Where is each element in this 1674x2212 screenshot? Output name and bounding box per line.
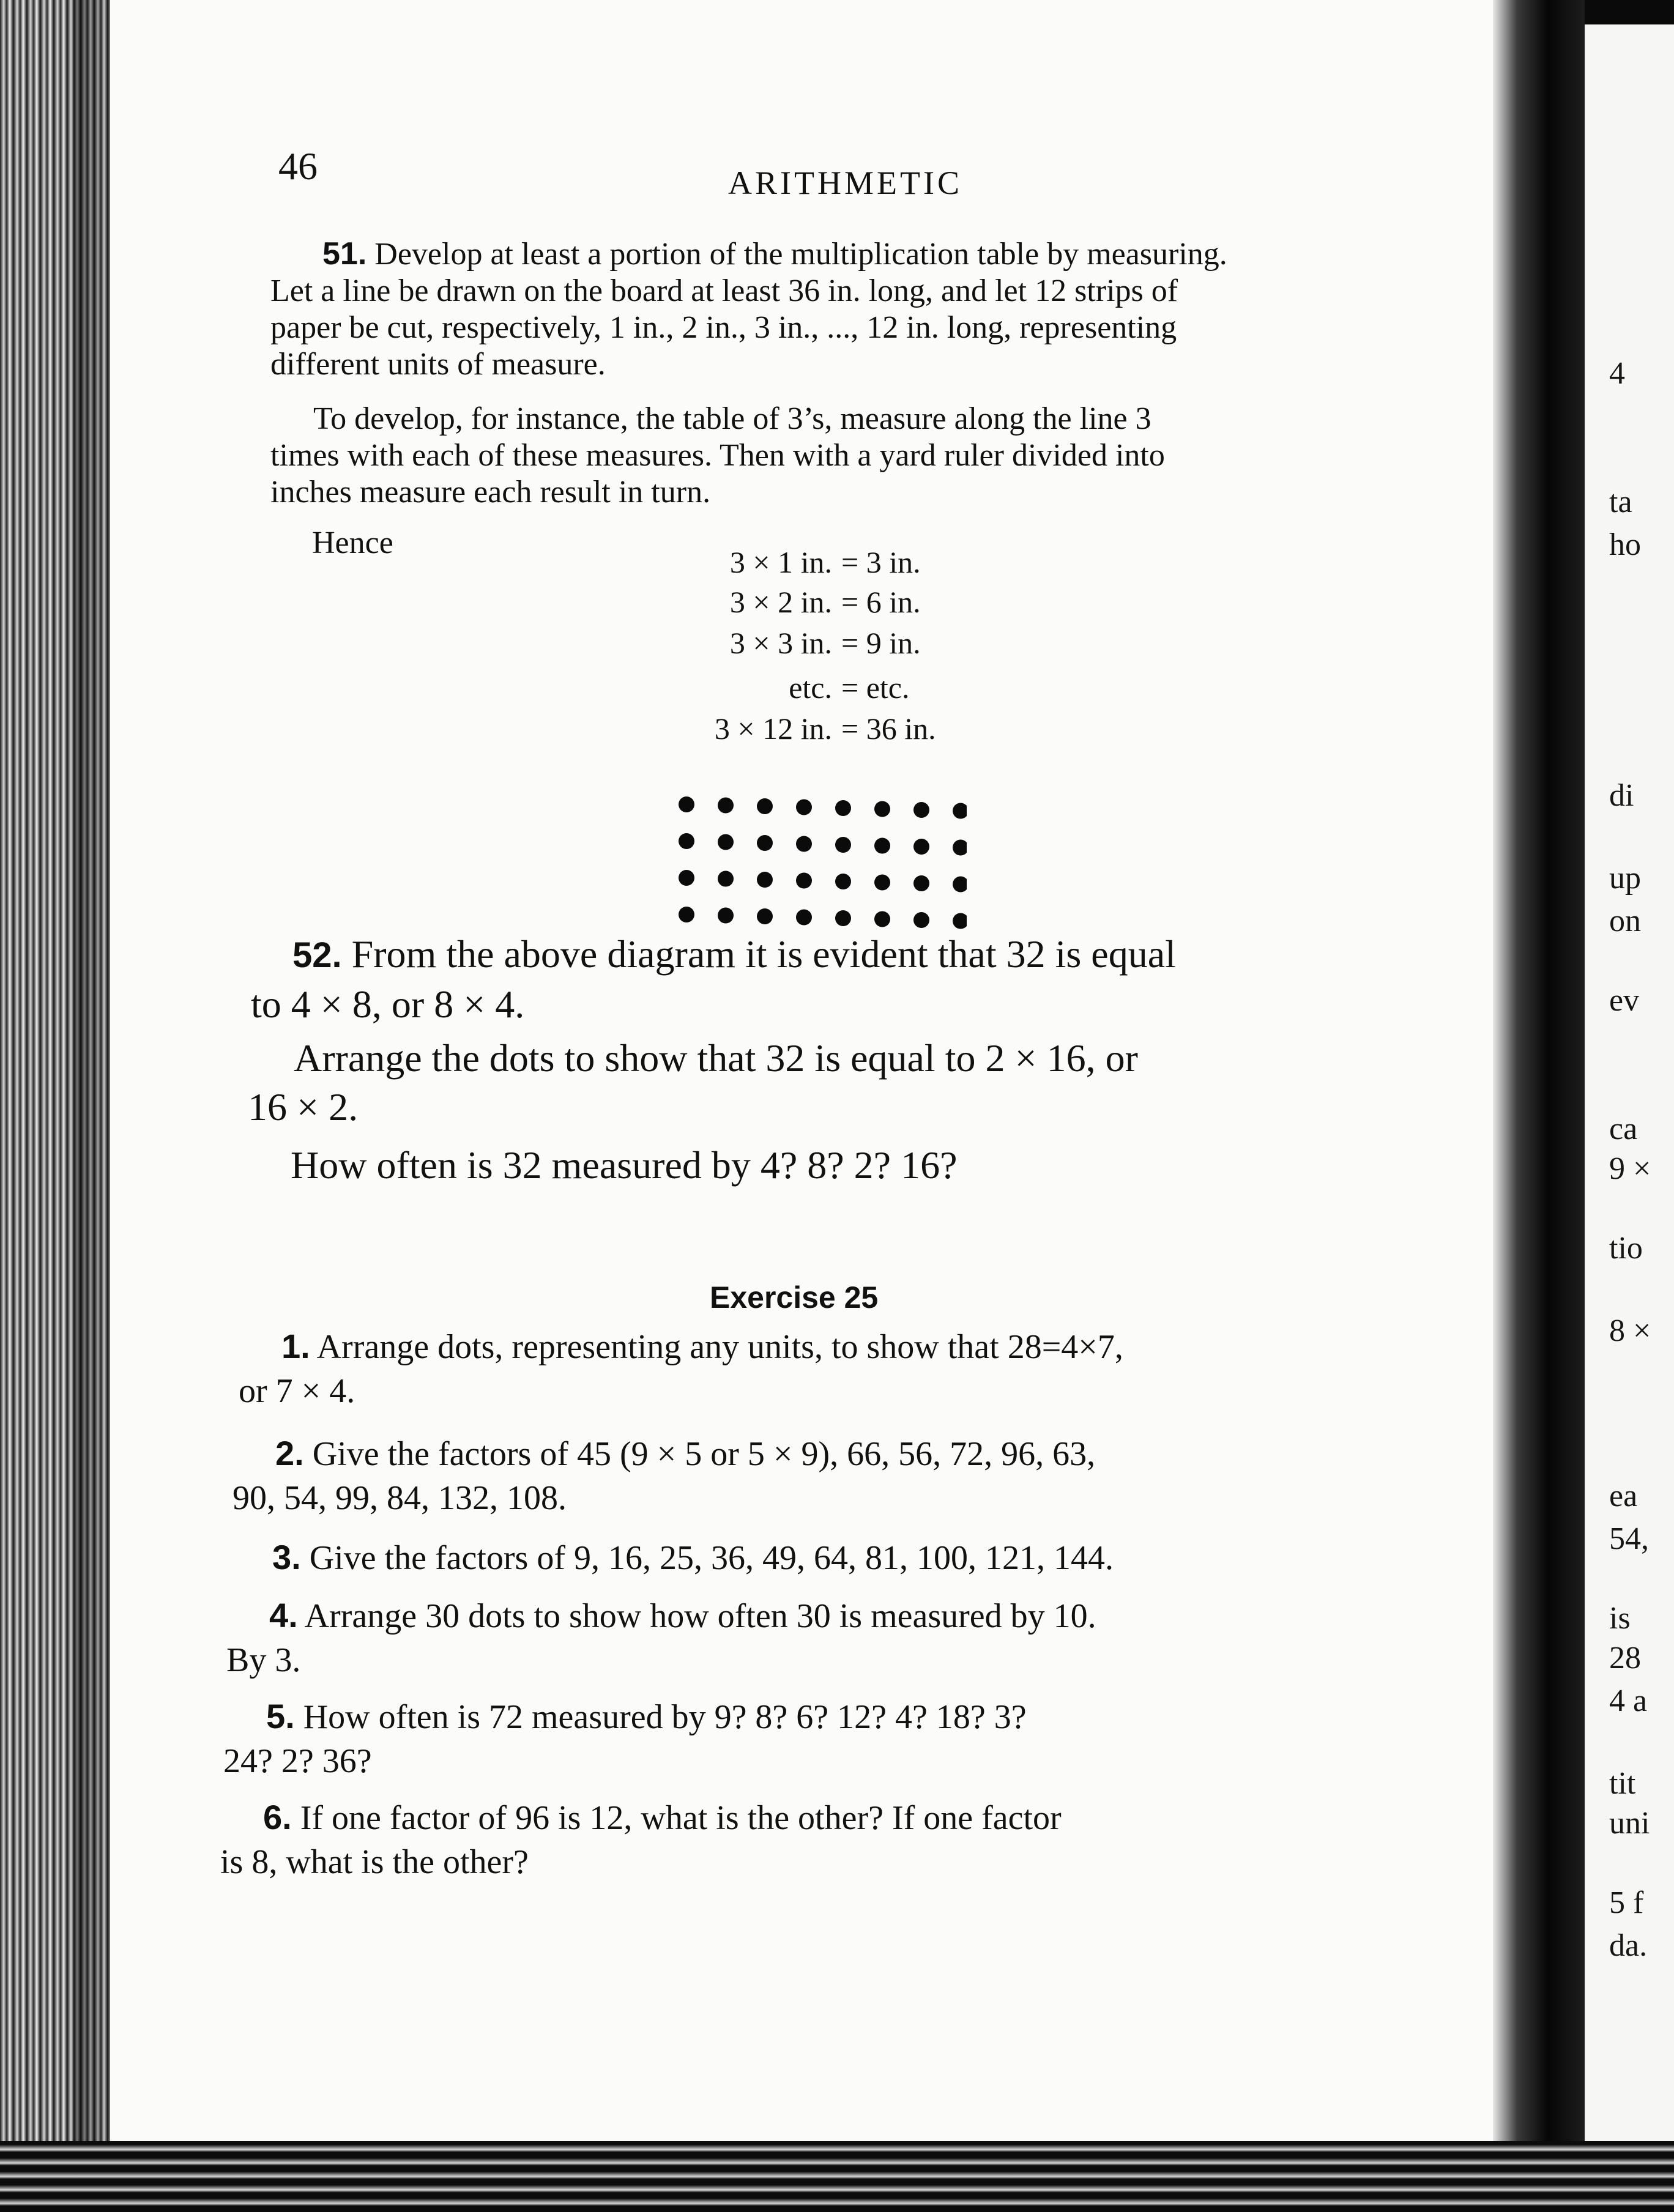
equation-right: = 36 in. [841, 711, 936, 746]
exercise-number: 1. [281, 1327, 310, 1365]
text-line [223, 1694, 1386, 1739]
text-line: or 7 × 4. [239, 1372, 355, 1410]
diagram-dot [953, 803, 967, 819]
facing-page-fragment: tit [1609, 1766, 1636, 1801]
facing-page-fragment: 8 × [1609, 1313, 1651, 1348]
facing-page-fragment: ta [1609, 484, 1632, 519]
exercise-number: 5. [266, 1697, 295, 1735]
text-line: How often is 32 measured by 4? 8? 2? 16? [291, 1143, 958, 1187]
diagram-dot [913, 802, 929, 818]
exercise-item-2 [232, 1431, 1395, 1520]
text-line: paper be cut, respectively, 1 in., 2 in., 3 in., ..., 12 in. long, representing [270, 310, 1177, 345]
page-bottom-edge [0, 2141, 1674, 2212]
equation-right: = etc. [841, 670, 910, 705]
equation-left: 3 × 1 in. [729, 545, 832, 579]
diagram-dot [718, 834, 734, 850]
exercise-item-4 [226, 1594, 1389, 1682]
text-line: Arrange the dots to show that 32 is equal to 2 × 16, or [294, 1036, 1138, 1080]
diagram-dot [757, 908, 773, 924]
diagram-dot [679, 796, 694, 812]
text-line: By 3. [226, 1641, 301, 1679]
text-line: 24? 2? 36? [223, 1742, 372, 1780]
diagram-dot [835, 910, 851, 926]
diagram-dot [953, 877, 967, 893]
equation-left: 3 × 12 in. [714, 711, 832, 746]
hence-label: Hence [312, 525, 393, 560]
text-line [226, 1594, 1389, 1638]
diagram-dot [679, 907, 694, 922]
text-run: Give the factors of 9, 16, 25, 36, 49, 64, 81, 100, 121, 144. [300, 1539, 1114, 1577]
text-run: Develop at least a portion of the multiplication table by measuring. [366, 237, 1227, 272]
text-line: different units of measure. [270, 347, 606, 382]
text-run: Arrange 30 dots to show how often 30 is measured by 10. [297, 1597, 1096, 1635]
text-line: to 4 × 8, or 8 × 4. [251, 982, 525, 1026]
diagram-dot [757, 798, 773, 814]
facing-page-fragment: 5 f [1609, 1885, 1644, 1920]
equation-left: 3 × 2 in. [729, 585, 832, 619]
diagram-dot [796, 873, 812, 889]
exercise-number: 3. [272, 1538, 301, 1576]
diagram-dot [718, 798, 734, 814]
facing-page-fragment: 9 × [1609, 1151, 1651, 1186]
facing-page-fragment: da. [1609, 1928, 1648, 1963]
diagram-dot [718, 871, 734, 887]
diagram-dot [679, 870, 694, 886]
text-line: Let a line be drawn on the board at least 36 in. long, and let 12 strips of [270, 273, 1178, 308]
text-run: How often is 72 measured by 9? 8? 6? 12? 4? 18? 3? [294, 1698, 1027, 1736]
article-52-paragraph-2 [248, 1034, 1410, 1132]
diagram-dot [835, 874, 851, 889]
article-51-paragraph-1 [270, 236, 1421, 383]
exercise-item-5 [223, 1694, 1386, 1783]
article-51-paragraph-2 [270, 401, 1421, 511]
facing-page-fragment: up [1609, 861, 1641, 896]
facing-page-fragment: on [1609, 904, 1641, 938]
diagram-dot [874, 911, 890, 927]
facing-page-fragment: di [1609, 778, 1634, 813]
exercise-item-1 [239, 1324, 1401, 1413]
diagram-dot [835, 800, 851, 816]
equation-right: = 9 in. [841, 626, 921, 660]
diagram-dot [913, 875, 929, 891]
text-line: 90, 54, 99, 84, 132, 108. [232, 1479, 567, 1517]
text-line: times with each of these measures. Then with a yard ruler divided into [270, 438, 1165, 473]
text-line [220, 1795, 1383, 1840]
text-run: Arrange dots, representing any units, to show that 28=4×7, [310, 1328, 1123, 1366]
facing-page-fragment: 28 [1609, 1641, 1641, 1676]
exercise-number: 6. [263, 1798, 292, 1836]
equation-right: = 6 in. [841, 585, 921, 619]
diagram-dot [835, 837, 851, 853]
exercise-item-6 [220, 1795, 1383, 1884]
facing-page-fragment: is [1609, 1601, 1631, 1636]
page-gutter [1493, 0, 1585, 2212]
text-line: is 8, what is the other? [220, 1843, 529, 1881]
diagram-dot [796, 836, 812, 852]
article-52-paragraph-3 [291, 1141, 1453, 1190]
diagram-dot [718, 908, 734, 924]
text-run: Give the factors of 45 (9 × 5 or 5 × 9), 66, 56, 72, 96, 63, [303, 1435, 1096, 1473]
article-52-paragraph-1 [251, 930, 1413, 1029]
article-number: 52. [292, 935, 342, 975]
text-line [239, 1324, 1401, 1369]
exercise-number: 4. [269, 1596, 298, 1635]
running-head: ARITHMETIC [728, 165, 962, 201]
text-line [270, 236, 1421, 273]
facing-page-fragment: uni [1609, 1806, 1650, 1841]
dot-array-diagram [673, 786, 967, 939]
facing-page-fragment: ea [1609, 1479, 1638, 1513]
facing-page-fragment: 54, [1609, 1521, 1649, 1556]
facing-page-fragment: ev [1609, 983, 1640, 1018]
article-number: 51. [322, 236, 367, 272]
diagram-dot [874, 875, 890, 891]
exercise-item-3 [229, 1535, 1392, 1580]
facing-page-edge [1585, 24, 1674, 2147]
diagram-dot [679, 833, 694, 849]
facing-page-fragment: tio [1609, 1231, 1643, 1266]
text-line [232, 1431, 1395, 1476]
exercise-number: 2. [275, 1434, 304, 1472]
text-run: From the above diagram it is evident that 32 is equal [341, 932, 1176, 976]
diagram-dot [757, 835, 773, 851]
diagram-dot [796, 800, 812, 815]
text-line: To develop, for instance, the table of 3’s, measure along the line 3 [313, 401, 1151, 436]
diagram-dot [913, 839, 929, 855]
text-line: 16 × 2. [248, 1085, 359, 1129]
equation-left: etc. [789, 670, 832, 705]
facing-page-fragment: ho [1609, 527, 1641, 562]
equation-right: = 3 in. [841, 545, 921, 579]
text-line [251, 930, 1413, 980]
text-line: inches measure each result in turn. [270, 475, 711, 510]
facing-page-fragment: 4 [1609, 356, 1625, 391]
diagram-dot [874, 801, 890, 817]
diagram-dot [757, 872, 773, 888]
page-number: 46 [278, 144, 318, 188]
diagram-dot [953, 913, 967, 929]
diagram-dot [874, 838, 890, 854]
facing-page-fragment: ca [1609, 1112, 1638, 1146]
diagram-dot [796, 910, 812, 926]
text-line [229, 1535, 1392, 1580]
equation-left: 3 × 3 in. [729, 626, 832, 660]
exercise-heading: Exercise 25 [710, 1280, 879, 1315]
facing-page-fragment: 4 a [1609, 1683, 1648, 1718]
diagram-dot [953, 840, 967, 856]
diagram-dot [913, 912, 929, 928]
text-run: If one factor of 96 is 12, what is the other? If one factor [291, 1799, 1062, 1837]
